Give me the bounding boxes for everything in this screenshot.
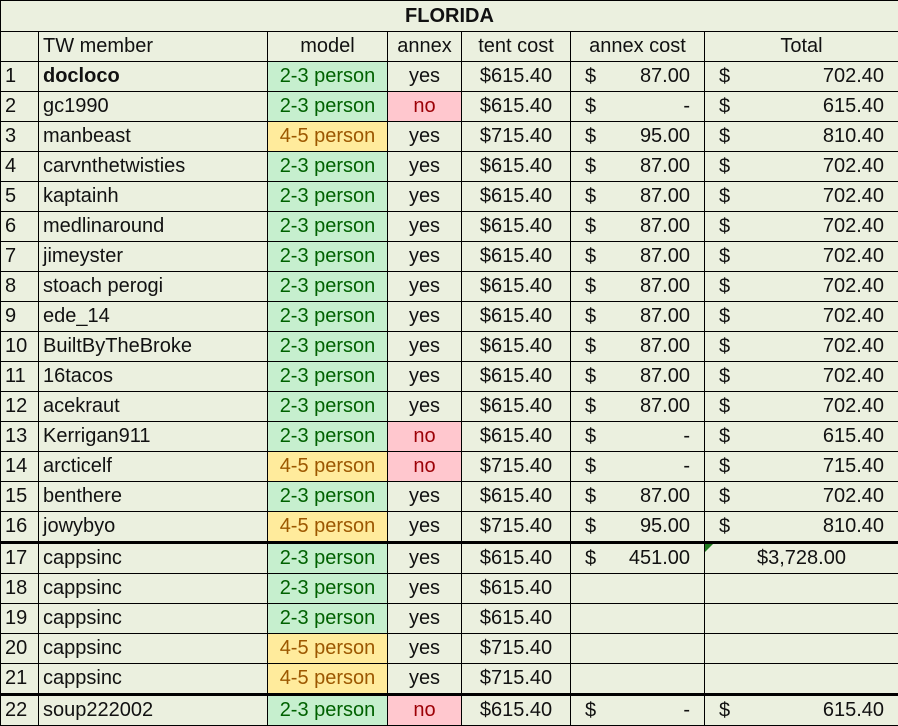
model-cell[interactable]: 2-3 person bbox=[268, 212, 388, 242]
annex-cell[interactable]: yes bbox=[388, 362, 462, 392]
annex-cell[interactable]: no bbox=[388, 92, 462, 122]
row-number[interactable]: 20 bbox=[1, 634, 39, 664]
annex-cost-cell-amount: 87.00 bbox=[575, 245, 700, 268]
header-annex[interactable]: annex bbox=[388, 32, 462, 62]
member-cell[interactable]: benthere bbox=[39, 482, 268, 512]
total-cell-currency: $ bbox=[719, 95, 730, 118]
model-cell[interactable]: 2-3 person bbox=[268, 182, 388, 212]
sheet-title[interactable]: FLORIDA bbox=[1, 1, 898, 32]
member-cell[interactable]: BuiltByTheBroke bbox=[39, 332, 268, 362]
empty-cell[interactable] bbox=[705, 634, 898, 664]
row-number[interactable]: 3 bbox=[1, 122, 39, 152]
table-row bbox=[1, 482, 898, 512]
total-cell-amount: 615.40 bbox=[709, 425, 894, 448]
tent-cost-cell[interactable]: $715.40 bbox=[462, 512, 571, 543]
table-row bbox=[1, 452, 898, 482]
total-cell-currency: $ bbox=[719, 185, 730, 208]
row-number[interactable]: 11 bbox=[1, 362, 39, 392]
member-cell[interactable]: cappsinc bbox=[39, 664, 268, 695]
member-cell[interactable]: carvnthetwisties bbox=[39, 152, 268, 182]
row-number[interactable]: 12 bbox=[1, 392, 39, 422]
row-number[interactable]: 4 bbox=[1, 152, 39, 182]
table-row bbox=[1, 122, 898, 152]
annex-cell[interactable]: yes bbox=[388, 182, 462, 212]
table-row bbox=[1, 152, 898, 182]
member-cell[interactable]: docloco bbox=[39, 62, 268, 92]
annex-cost-cell-amount: 87.00 bbox=[575, 155, 700, 178]
model-cell[interactable]: 2-3 person bbox=[268, 152, 388, 182]
member-cell[interactable]: cappsinc bbox=[39, 543, 268, 574]
annex-cost-cell-amount: 95.00 bbox=[575, 125, 700, 148]
total-cell-currency: $ bbox=[719, 155, 730, 178]
model-cell[interactable]: 2-3 person bbox=[268, 92, 388, 122]
tent-cost-cell[interactable]: $615.40 bbox=[462, 543, 571, 574]
tent-cost-cell[interactable]: $715.40 bbox=[462, 634, 571, 664]
total-cell[interactable] bbox=[705, 452, 898, 482]
total-cell-currency: $ bbox=[719, 305, 730, 328]
annex-cost-cell-amount: 87.00 bbox=[575, 485, 700, 508]
tent-cost-cell[interactable]: $615.40 bbox=[462, 302, 571, 332]
table-row bbox=[1, 422, 898, 452]
empty-cell[interactable] bbox=[571, 634, 705, 664]
annex-cost-cell[interactable] bbox=[571, 122, 705, 152]
annex-cost-cell-currency: $ bbox=[585, 365, 596, 388]
annex-cost-cell-currency: $ bbox=[585, 395, 596, 418]
total-cell[interactable] bbox=[705, 122, 898, 152]
group-annex-cost-cell[interactable] bbox=[571, 543, 705, 574]
model-cell[interactable]: 2-3 person bbox=[268, 242, 388, 272]
total-cell[interactable] bbox=[705, 212, 898, 242]
row-number[interactable]: 19 bbox=[1, 604, 39, 634]
model-cell[interactable]: 2-3 person bbox=[268, 62, 388, 92]
annex-cell[interactable]: yes bbox=[388, 634, 462, 664]
total-cell-amount: 702.40 bbox=[709, 185, 894, 208]
model-cell[interactable]: 4-5 person bbox=[268, 664, 388, 695]
member-cell[interactable]: medlinaround bbox=[39, 212, 268, 242]
empty-cell[interactable] bbox=[705, 664, 898, 695]
total-cell[interactable] bbox=[705, 302, 898, 332]
annex-cost-cell[interactable] bbox=[571, 242, 705, 272]
table-row bbox=[1, 512, 898, 543]
tent-cost-cell[interactable]: $615.40 bbox=[462, 92, 571, 122]
total-cell-amount: 702.40 bbox=[709, 245, 894, 268]
member-cell[interactable]: gc1990 bbox=[39, 92, 268, 122]
total-cell-amount: 702.40 bbox=[709, 155, 894, 178]
tent-cost-cell[interactable]: $715.40 bbox=[462, 452, 571, 482]
header-row bbox=[1, 32, 898, 62]
header-member[interactable]: TW member bbox=[39, 32, 268, 62]
total-cell-currency: $ bbox=[719, 515, 730, 538]
model-cell[interactable]: 4-5 person bbox=[268, 122, 388, 152]
table-row bbox=[1, 695, 898, 726]
row-number[interactable]: 10 bbox=[1, 332, 39, 362]
total-cell[interactable] bbox=[705, 332, 898, 362]
member-cell[interactable]: kaptainh bbox=[39, 182, 268, 212]
annex-cost-cell-amount: - bbox=[575, 95, 700, 118]
total-cell[interactable] bbox=[705, 512, 898, 543]
tent-cost-cell[interactable]: $615.40 bbox=[462, 695, 571, 726]
tent-cost-cell[interactable]: $615.40 bbox=[462, 332, 571, 362]
total-cell[interactable] bbox=[705, 695, 898, 726]
annex-cost-cell-currency: $ bbox=[585, 275, 596, 298]
total-cell[interactable] bbox=[705, 272, 898, 302]
annex-cost-cell[interactable] bbox=[571, 212, 705, 242]
tent-cost-cell[interactable]: $615.40 bbox=[462, 392, 571, 422]
model-cell[interactable]: 2-3 person bbox=[268, 392, 388, 422]
total-cell-currency: $ bbox=[719, 215, 730, 238]
total-cell-currency: $ bbox=[719, 365, 730, 388]
total-cell[interactable] bbox=[705, 482, 898, 512]
total-cell-currency: $ bbox=[719, 395, 730, 418]
total-cell-currency: $ bbox=[719, 699, 730, 722]
member-cell[interactable]: ede_14 bbox=[39, 302, 268, 332]
annex-cost-cell-currency: $ bbox=[585, 699, 596, 722]
group-annex-cost-cell-amount: 451.00 bbox=[575, 547, 700, 570]
total-cell-amount: 715.40 bbox=[709, 455, 894, 478]
row-number[interactable]: 14 bbox=[1, 452, 39, 482]
tent-cost-cell[interactable]: $615.40 bbox=[462, 152, 571, 182]
annex-cost-cell-currency: $ bbox=[585, 65, 596, 88]
empty-cell[interactable] bbox=[705, 574, 898, 604]
tent-cost-cell[interactable]: $615.40 bbox=[462, 242, 571, 272]
annex-cost-cell[interactable] bbox=[571, 182, 705, 212]
annex-cost-cell-currency: $ bbox=[585, 305, 596, 328]
annex-cost-cell-currency: $ bbox=[585, 485, 596, 508]
model-cell[interactable]: 2-3 person bbox=[268, 422, 388, 452]
table-row bbox=[1, 362, 898, 392]
model-cell[interactable]: 4-5 person bbox=[268, 634, 388, 664]
member-cell[interactable]: cappsinc bbox=[39, 604, 268, 634]
annex-cell[interactable]: yes bbox=[388, 152, 462, 182]
total-cell-currency: $ bbox=[719, 455, 730, 478]
annex-cost-cell-amount: 87.00 bbox=[575, 65, 700, 88]
total-cell-amount: 702.40 bbox=[709, 395, 894, 418]
annex-cost-cell[interactable] bbox=[571, 302, 705, 332]
total-cell-currency: $ bbox=[719, 245, 730, 268]
annex-cell[interactable]: yes bbox=[388, 664, 462, 695]
table-row bbox=[1, 182, 898, 212]
tent-cost-cell[interactable]: $615.40 bbox=[462, 62, 571, 92]
table-row bbox=[1, 302, 898, 332]
empty-cell[interactable] bbox=[571, 604, 705, 634]
total-cell[interactable] bbox=[705, 242, 898, 272]
annex-cell[interactable]: no bbox=[388, 695, 462, 726]
annex-cell[interactable]: no bbox=[388, 422, 462, 452]
total-cell-currency: $ bbox=[719, 275, 730, 298]
total-cell[interactable] bbox=[705, 62, 898, 92]
table-row bbox=[1, 543, 898, 574]
row-number[interactable]: 13 bbox=[1, 422, 39, 452]
member-cell[interactable]: cappsinc bbox=[39, 634, 268, 664]
header-tent-cost[interactable]: tent cost bbox=[462, 32, 571, 62]
total-cell-currency: $ bbox=[719, 125, 730, 148]
row-number[interactable]: 8 bbox=[1, 272, 39, 302]
member-cell[interactable]: cappsinc bbox=[39, 574, 268, 604]
tent-cost-cell[interactable]: $615.40 bbox=[462, 212, 571, 242]
member-cell[interactable]: Kerrigan911 bbox=[39, 422, 268, 452]
row-number[interactable]: 17 bbox=[1, 543, 39, 574]
header-model[interactable]: model bbox=[268, 32, 388, 62]
member-cell[interactable]: jowybyo bbox=[39, 512, 268, 543]
table-row bbox=[1, 272, 898, 302]
annex-cost-cell-currency: $ bbox=[585, 155, 596, 178]
empty-cell[interactable] bbox=[571, 664, 705, 695]
annex-cost-cell-amount: - bbox=[575, 455, 700, 478]
tent-cost-cell[interactable]: $615.40 bbox=[462, 574, 571, 604]
annex-cost-cell-amount: 87.00 bbox=[575, 365, 700, 388]
tent-cost-cell[interactable]: $715.40 bbox=[462, 664, 571, 695]
annex-cost-cell[interactable] bbox=[571, 152, 705, 182]
model-cell[interactable]: 2-3 person bbox=[268, 543, 388, 574]
annex-cost-cell[interactable] bbox=[571, 332, 705, 362]
member-cell[interactable]: acekraut bbox=[39, 392, 268, 422]
annex-cost-cell-amount: 87.00 bbox=[575, 215, 700, 238]
total-cell-currency: $ bbox=[719, 65, 730, 88]
total-cell-currency: $ bbox=[719, 485, 730, 508]
total-cell[interactable] bbox=[705, 152, 898, 182]
annex-cell[interactable]: yes bbox=[388, 392, 462, 422]
model-cell[interactable]: 2-3 person bbox=[268, 272, 388, 302]
annex-cost-cell-currency: $ bbox=[585, 125, 596, 148]
model-cell[interactable]: 2-3 person bbox=[268, 332, 388, 362]
annex-cell[interactable]: yes bbox=[388, 604, 462, 634]
total-cell[interactable] bbox=[705, 362, 898, 392]
annex-cost-cell-amount: 87.00 bbox=[575, 275, 700, 298]
total-cell-amount: 615.40 bbox=[709, 699, 894, 722]
annex-cost-cell-currency: $ bbox=[585, 215, 596, 238]
model-cell[interactable]: 2-3 person bbox=[268, 604, 388, 634]
annex-cost-cell-currency: $ bbox=[585, 245, 596, 268]
model-cell[interactable]: 2-3 person bbox=[268, 482, 388, 512]
total-cell-amount: 702.40 bbox=[709, 365, 894, 388]
table-row bbox=[1, 62, 898, 92]
member-cell[interactable]: soup222002 bbox=[39, 695, 268, 726]
table-row bbox=[1, 242, 898, 272]
annex-cell[interactable]: yes bbox=[388, 122, 462, 152]
annex-cost-cell-amount: 87.00 bbox=[575, 335, 700, 358]
annex-cell[interactable]: yes bbox=[388, 332, 462, 362]
table-row bbox=[1, 634, 898, 664]
total-cell[interactable] bbox=[705, 182, 898, 212]
annex-cell[interactable]: yes bbox=[388, 574, 462, 604]
table-row bbox=[1, 664, 898, 695]
annex-cost-cell[interactable] bbox=[571, 695, 705, 726]
empty-cell[interactable] bbox=[705, 604, 898, 634]
member-cell[interactable]: manbeast bbox=[39, 122, 268, 152]
total-cell-amount: 702.40 bbox=[709, 305, 894, 328]
annex-cost-cell-currency: $ bbox=[585, 425, 596, 448]
row-number[interactable]: 15 bbox=[1, 482, 39, 512]
annex-cell[interactable]: yes bbox=[388, 242, 462, 272]
total-cell[interactable] bbox=[705, 392, 898, 422]
table-row bbox=[1, 212, 898, 242]
annex-cost-cell-currency: $ bbox=[585, 95, 596, 118]
tent-cost-cell[interactable]: $615.40 bbox=[462, 272, 571, 302]
annex-cell[interactable]: no bbox=[388, 452, 462, 482]
title-row bbox=[1, 1, 898, 32]
table-row bbox=[1, 574, 898, 604]
member-cell[interactable]: stoach perogi bbox=[39, 272, 268, 302]
annex-cost-cell[interactable] bbox=[571, 62, 705, 92]
row-number[interactable]: 7 bbox=[1, 242, 39, 272]
total-cell-amount: 702.40 bbox=[709, 65, 894, 88]
annex-cost-cell-amount: 87.00 bbox=[575, 395, 700, 418]
annex-cost-cell-amount: - bbox=[575, 699, 700, 722]
annex-cell[interactable]: yes bbox=[388, 272, 462, 302]
group-total-cell[interactable] bbox=[705, 543, 898, 574]
row-number[interactable]: 16 bbox=[1, 512, 39, 543]
total-cell-amount: 702.40 bbox=[709, 335, 894, 358]
annex-cost-cell[interactable] bbox=[571, 362, 705, 392]
row-number[interactable]: 2 bbox=[1, 92, 39, 122]
annex-cost-cell[interactable] bbox=[571, 512, 705, 543]
table-row bbox=[1, 604, 898, 634]
group-annex-cost-cell-currency: $ bbox=[585, 547, 596, 570]
annex-cell[interactable]: yes bbox=[388, 212, 462, 242]
model-cell[interactable]: 2-3 person bbox=[268, 362, 388, 392]
model-cell[interactable]: 2-3 person bbox=[268, 574, 388, 604]
row-number[interactable]: 6 bbox=[1, 212, 39, 242]
row-number[interactable]: 18 bbox=[1, 574, 39, 604]
comment-indicator-icon bbox=[705, 544, 713, 552]
member-cell[interactable]: 16tacos bbox=[39, 362, 268, 392]
annex-cost-cell[interactable] bbox=[571, 422, 705, 452]
model-cell[interactable]: 2-3 person bbox=[268, 302, 388, 332]
total-cell-amount: 702.40 bbox=[709, 275, 894, 298]
total-cell-amount: 702.40 bbox=[709, 215, 894, 238]
annex-cost-cell-amount: 95.00 bbox=[575, 515, 700, 538]
tent-cost-cell[interactable]: $615.40 bbox=[462, 422, 571, 452]
annex-cost-cell[interactable] bbox=[571, 272, 705, 302]
group-total-amount: $3,728.00 bbox=[757, 547, 846, 569]
annex-cell[interactable]: yes bbox=[388, 62, 462, 92]
annex-cost-cell-currency: $ bbox=[585, 455, 596, 478]
header-total[interactable]: Total bbox=[705, 32, 898, 62]
model-cell[interactable]: 4-5 person bbox=[268, 512, 388, 543]
annex-cost-cell-amount: 87.00 bbox=[575, 305, 700, 328]
table-row bbox=[1, 332, 898, 362]
tent-cost-cell[interactable]: $715.40 bbox=[462, 122, 571, 152]
annex-cost-cell[interactable] bbox=[571, 392, 705, 422]
tent-cost-cell[interactable]: $615.40 bbox=[462, 482, 571, 512]
member-cell[interactable]: arcticelf bbox=[39, 452, 268, 482]
total-cell-currency: $ bbox=[719, 425, 730, 448]
model-cell[interactable]: 2-3 person bbox=[268, 695, 388, 726]
total-cell[interactable] bbox=[705, 92, 898, 122]
total-cell-amount: 810.40 bbox=[709, 515, 894, 538]
member-cell[interactable]: jimeyster bbox=[39, 242, 268, 272]
annex-cost-cell[interactable] bbox=[571, 452, 705, 482]
annex-cost-cell[interactable] bbox=[571, 92, 705, 122]
table-row bbox=[1, 392, 898, 422]
tent-cost-cell[interactable]: $615.40 bbox=[462, 362, 571, 392]
header-annex-cost[interactable]: annex cost bbox=[571, 32, 705, 62]
total-cell-amount: 810.40 bbox=[709, 125, 894, 148]
tent-cost-cell[interactable]: $615.40 bbox=[462, 182, 571, 212]
annex-cost-cell-currency: $ bbox=[585, 185, 596, 208]
annex-cost-cell-amount: - bbox=[575, 425, 700, 448]
annex-cell[interactable]: yes bbox=[388, 512, 462, 543]
annex-cost-cell-amount: 87.00 bbox=[575, 185, 700, 208]
row-number[interactable]: 22 bbox=[1, 695, 39, 726]
header-corner[interactable] bbox=[1, 32, 39, 62]
total-cell-currency: $ bbox=[719, 335, 730, 358]
annex-cell[interactable]: yes bbox=[388, 543, 462, 574]
row-number[interactable]: 1 bbox=[1, 62, 39, 92]
total-cell[interactable] bbox=[705, 422, 898, 452]
table-row bbox=[1, 92, 898, 122]
total-cell-amount: 615.40 bbox=[709, 95, 894, 118]
annex-cost-cell-currency: $ bbox=[585, 335, 596, 358]
annex-cost-cell[interactable] bbox=[571, 482, 705, 512]
total-cell-amount: 702.40 bbox=[709, 485, 894, 508]
model-cell[interactable]: 4-5 person bbox=[268, 452, 388, 482]
annex-cell[interactable]: yes bbox=[388, 482, 462, 512]
annex-cell[interactable]: yes bbox=[388, 302, 462, 332]
row-number[interactable]: 5 bbox=[1, 182, 39, 212]
empty-cell[interactable] bbox=[571, 574, 705, 604]
annex-cost-cell-currency: $ bbox=[585, 515, 596, 538]
tent-cost-cell[interactable]: $615.40 bbox=[462, 604, 571, 634]
row-number[interactable]: 9 bbox=[1, 302, 39, 332]
row-number[interactable]: 21 bbox=[1, 664, 39, 695]
